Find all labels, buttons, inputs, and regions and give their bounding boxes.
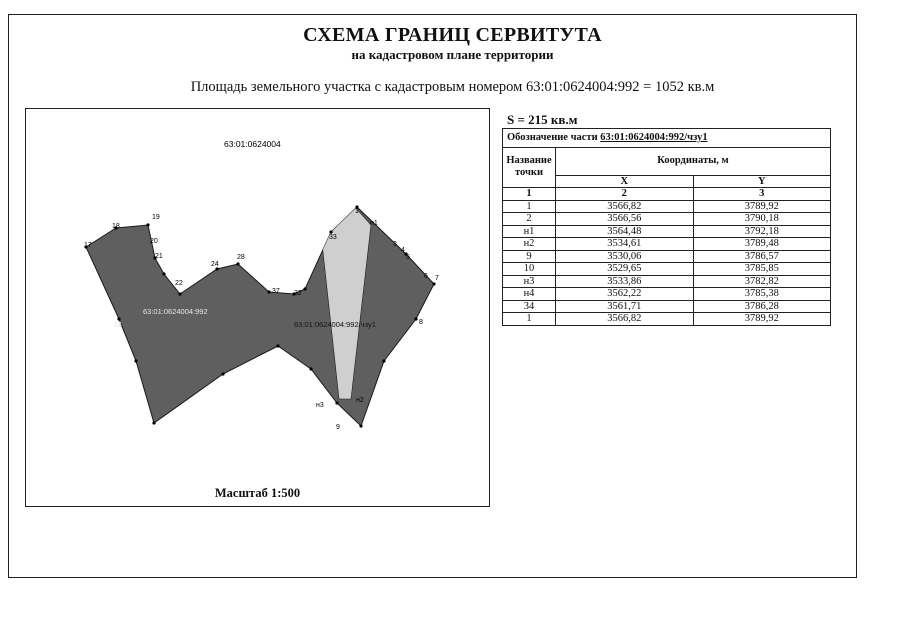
parcel-area-statement: Площадь земельного участка с кадастровым номером 63:01:0624004:992 = 1052 кв.м xyxy=(190,79,715,95)
cell-y: 3786,57 xyxy=(693,250,831,263)
point-label-28: 28 xyxy=(237,254,245,261)
part-designation-code: 63:01:0624004:992/чзу1 xyxy=(600,132,708,143)
cell-y: 3790,18 xyxy=(693,213,831,226)
point-label-21: 21 xyxy=(155,253,163,260)
cell-x: 3534,61 xyxy=(556,238,694,251)
map-drawing xyxy=(26,109,488,505)
cell-name: 2 xyxy=(503,213,556,226)
point-label-17: 17 xyxy=(84,242,92,249)
column-number-1: 1 xyxy=(503,188,556,201)
point-label-8: 8 xyxy=(419,319,423,326)
coordinates-table xyxy=(502,128,831,326)
table-row xyxy=(503,250,831,263)
point-label-18: 18 xyxy=(112,223,120,230)
point-label-n2: н2 xyxy=(356,397,364,404)
boundary-point xyxy=(267,290,270,293)
table-row xyxy=(503,288,831,301)
table-row xyxy=(503,238,831,251)
cell-y: 3785,85 xyxy=(693,263,831,276)
boundary-point xyxy=(236,262,239,265)
quarter-number-label: 63:01:0624004 xyxy=(224,139,281,149)
cell-x: 3564,48 xyxy=(556,225,694,238)
cell-name: н4 xyxy=(503,288,556,301)
boundary-point xyxy=(432,282,435,285)
coordinates-header: Координаты, м xyxy=(556,147,831,175)
servitude-number-label: 63:01:0624004:992/чзу1 xyxy=(294,320,376,329)
point-label-22: 22 xyxy=(175,280,183,287)
cell-x: 3533,86 xyxy=(556,275,694,288)
document-title: СХЕМА ГРАНИЦ СЕРВИТУТА xyxy=(303,24,602,46)
boundary-point xyxy=(221,372,224,375)
cell-name: 9 xyxy=(503,250,556,263)
point-name-header: Название точки xyxy=(503,147,556,188)
cell-y: 3786,28 xyxy=(693,300,831,313)
point-label-7: 7 xyxy=(435,275,439,282)
table-number-row xyxy=(503,188,831,201)
cell-y: 3792,18 xyxy=(693,225,831,238)
part-designation-cell xyxy=(503,129,831,148)
point-label-19: 19 xyxy=(152,214,160,221)
cell-name: н3 xyxy=(503,275,556,288)
point-label-33: 33 xyxy=(329,234,337,241)
boundary-point xyxy=(117,317,120,320)
cell-x: 3566,56 xyxy=(556,213,694,226)
column-number-3: 3 xyxy=(693,188,831,201)
boundary-point xyxy=(335,401,338,404)
map-scale: Масштаб 1:500 xyxy=(214,486,301,500)
cell-name: н2 xyxy=(503,238,556,251)
boundary-point xyxy=(303,287,306,290)
x-header: X xyxy=(556,175,694,188)
boundary-point xyxy=(146,223,149,226)
point-label-14: 14 xyxy=(114,322,122,329)
cell-name: н1 xyxy=(503,225,556,238)
point-label-37: 37 xyxy=(272,288,280,295)
table-row xyxy=(503,225,831,238)
point-label-6: 6 xyxy=(424,273,428,280)
boundary-point xyxy=(178,292,181,295)
document-subtitle: на кадастровом плане территории xyxy=(351,47,554,62)
boundary-point xyxy=(309,367,312,370)
cell-y: 3789,92 xyxy=(693,200,831,213)
cell-y: 3789,48 xyxy=(693,238,831,251)
point-label-5: 5 xyxy=(406,254,410,261)
table-row xyxy=(503,263,831,276)
cell-y: 3789,92 xyxy=(693,313,831,326)
table-header-row xyxy=(503,147,831,175)
boundary-point xyxy=(382,359,385,362)
table-row xyxy=(503,313,831,326)
boundary-point xyxy=(276,344,279,347)
cell-x: 3529,65 xyxy=(556,263,694,276)
cell-y: 3785,38 xyxy=(693,288,831,301)
parcel-number-label: 63:01:0624004:992 xyxy=(143,307,208,316)
cell-x: 3566,82 xyxy=(556,313,694,326)
cell-x: 3530,06 xyxy=(556,250,694,263)
boundary-point xyxy=(134,359,137,362)
cadastral-map xyxy=(25,108,490,507)
cell-name: 34 xyxy=(503,300,556,313)
coordinate-rows xyxy=(503,200,831,325)
cell-x: 3562,22 xyxy=(556,288,694,301)
table-row xyxy=(503,300,831,313)
point-label-20: 20 xyxy=(150,238,158,245)
table-row xyxy=(503,275,831,288)
boundary-point xyxy=(414,317,417,320)
cell-name: 1 xyxy=(503,200,556,213)
point-label-32: 32 xyxy=(294,290,302,297)
column-number-2: 2 xyxy=(556,188,694,201)
parcel-polygon xyxy=(86,207,434,426)
part-designation-prefix: Обозначение части xyxy=(507,132,601,143)
table-row xyxy=(503,200,831,213)
point-label-24: 24 xyxy=(211,261,219,268)
boundary-point xyxy=(359,424,362,427)
point-label-3: 3 xyxy=(393,241,397,248)
cell-y: 3782,82 xyxy=(693,275,831,288)
cell-name: 10 xyxy=(503,263,556,276)
boundary-point xyxy=(152,421,155,424)
table-part-row xyxy=(503,129,831,148)
cell-x: 3566,82 xyxy=(556,200,694,213)
cell-name: 1 xyxy=(503,313,556,326)
point-label-n3: н3 xyxy=(316,402,324,409)
servitude-area: S = 215 кв.м xyxy=(507,112,578,127)
table-row xyxy=(503,213,831,226)
boundary-point xyxy=(162,272,165,275)
point-label-n1: н1 xyxy=(370,220,378,227)
point-label-4: 4 xyxy=(401,247,405,254)
y-header: Y xyxy=(693,175,831,188)
point-label-1: 1 xyxy=(355,208,359,215)
cell-x: 3561,71 xyxy=(556,300,694,313)
point-label-9: 9 xyxy=(336,424,340,431)
